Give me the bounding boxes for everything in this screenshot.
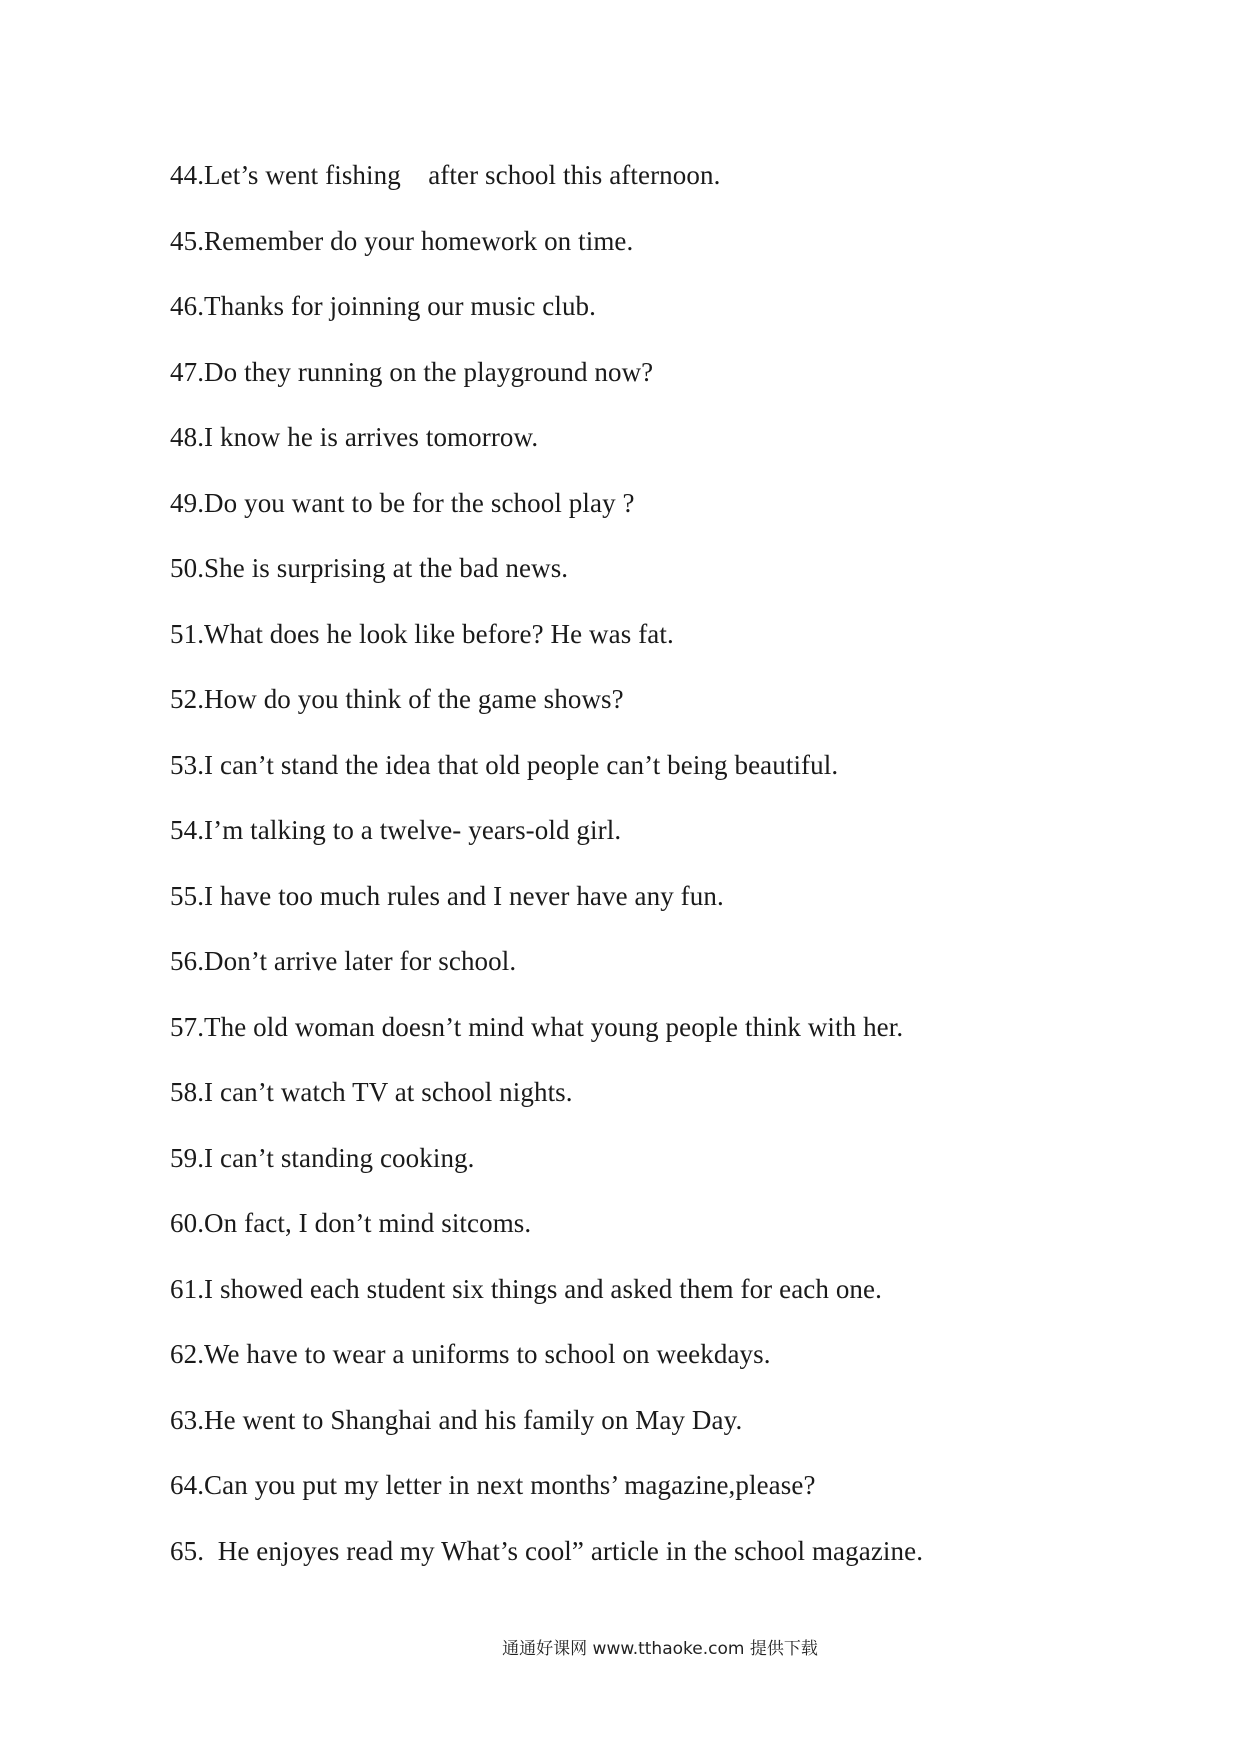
sentence-46: 46.Thanks for joinning our music club. [170, 291, 596, 321]
sentence-48: 48.I know he is arrives tomorrow. [170, 422, 539, 452]
sentence-64: 64.Can you put my letter in next months’ magazine,please? [170, 1470, 816, 1500]
sentence-61: 61.I showed each student six things and asked them for each one. [170, 1273, 882, 1304]
sentence-51: 51.What does he look like before? He was fat. [170, 618, 674, 649]
sentence-52: 52.How do you think of the game shows? [170, 684, 624, 714]
sentence-63: 63.He went to Shanghai and his family on May Day. [170, 1404, 743, 1435]
sentence-58: 58.I can’t watch TV at school nights. [170, 1077, 573, 1107]
sentence-59: 59.I can’t standing cooking. [170, 1142, 475, 1173]
sentence-53: 53.I can’t stand the idea that old people can’t being beautiful. [170, 749, 839, 780]
sentence-45: 45.Remember do your homework on time. [170, 225, 634, 256]
sentence-62: 62.We have to wear a uniforms to school on weekdays. [170, 1339, 771, 1369]
sentence-60: 60.On fact, I don’t mind sitcoms. [170, 1208, 532, 1238]
sentence-47: 47.Do they running on the playground now? [170, 356, 654, 387]
sentence-65: 65. He enjoyes read my What’s cool” article in the school magazine. [170, 1535, 924, 1566]
page-footer: 通通好课网 www.tthaoke.com 提供下载 [502, 1639, 818, 1659]
sentence-56: 56.Don’t arrive later for school. [170, 946, 517, 976]
sentence-44: 44.Let’s went fishing after school this afternoon. [170, 160, 721, 190]
sentence-57: 57.The old woman doesn’t mind what young people think with her. [170, 1011, 904, 1042]
sentence-49: 49.Do you want to be for the school play ? [170, 487, 635, 518]
sentence-55: 55.I have too much rules and I never have any fun. [170, 880, 724, 911]
sentence-list [170, 160, 923, 1601]
sentence-50: 50.She is surprising at the bad news. [170, 553, 569, 583]
sentence-54: 54.I’m talking to a twelve- years-old girl. [170, 815, 622, 845]
